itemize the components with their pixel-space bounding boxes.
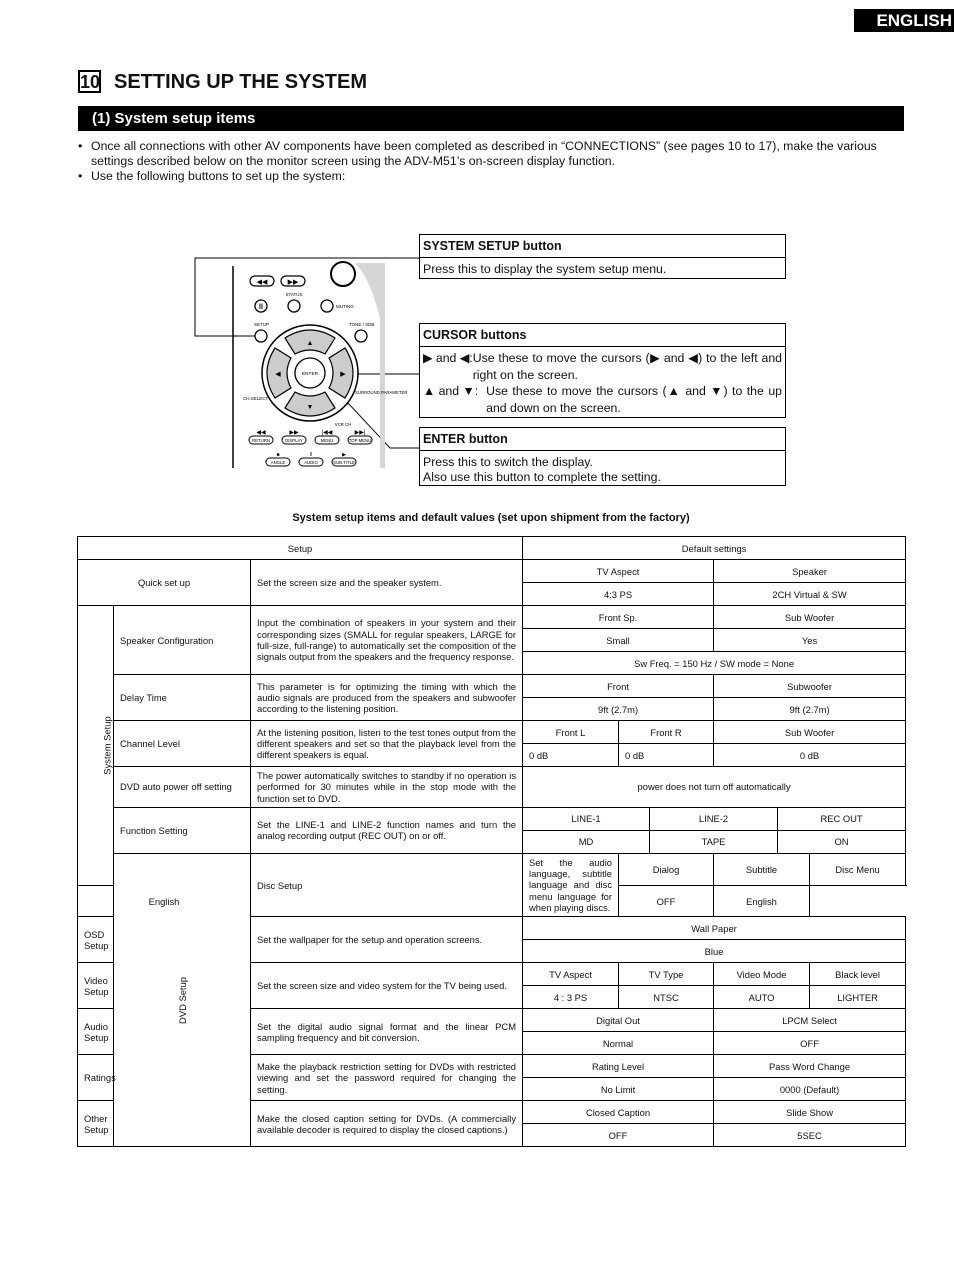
default-header: Digital Out [523, 1009, 714, 1032]
default-value: No Limit [523, 1078, 714, 1101]
default-value: OFF [714, 1032, 906, 1055]
default-header: LPCM Select [714, 1009, 906, 1032]
angle-label: ANGLE [270, 460, 286, 465]
svg-text:▶: ▶ [342, 452, 346, 458]
default-value: LIGHTER [810, 986, 906, 1009]
default-value: MD [523, 830, 650, 853]
osd-setup-name: OSD Setup [78, 917, 114, 963]
muting-label: MUTING [336, 304, 354, 309]
tone-sdb-button[interactable] [355, 330, 367, 342]
setup-items-table [77, 536, 906, 1147]
table-header-row [78, 537, 906, 560]
top-menu-label: TOP MENU [348, 438, 372, 443]
system-setup-group-label: System Setup [101, 716, 113, 775]
setup-label: SETUP [254, 322, 270, 327]
enter-callout-line1: Press this to switch the display. [423, 455, 593, 469]
cursor-callout-title: CURSOR buttons [420, 324, 785, 347]
other-setup-name: Other Setup [78, 1101, 114, 1147]
left-right-keys: ▶ and ◀: [423, 351, 473, 365]
cursor-callout [419, 323, 786, 418]
default-header: REC OUT [778, 807, 906, 830]
default-header: Black level [810, 963, 906, 986]
status-label: STATUS [285, 292, 303, 297]
bullet-item: • Use the following buttons to set up the system: [78, 169, 906, 184]
muting-button[interactable] [321, 300, 333, 312]
svg-text:|◀◀: |◀◀ [321, 430, 333, 436]
section-title: SETTING UP THE SYSTEM [114, 71, 367, 93]
default-header: TV Aspect [523, 560, 714, 583]
table-row [78, 606, 906, 629]
sub-title-label: SUB TITLE [333, 460, 355, 465]
default-value: 4:3 PS [523, 583, 714, 606]
other-setup-desc: Make the closed caption setting for DVDs. (A commercially available decoder is required to display the closed captions.) [251, 1101, 523, 1147]
default-value: AUTO [714, 986, 810, 1009]
function-setting-name: Function Setting [114, 807, 251, 853]
default-header: Front L [523, 721, 619, 744]
video-setup-desc: Set the screen size and video system for the TV being used. [251, 963, 523, 1009]
default-value: English [714, 885, 810, 917]
default-value: OFF [523, 1124, 714, 1147]
default-header: Front R [619, 721, 714, 744]
default-header: Pass Word Change [714, 1055, 906, 1078]
default-value: 4 : 3 PS [523, 986, 619, 1009]
default-header: TV Type [619, 963, 714, 986]
up-down-text: Use these to move the cursors (▲ and ▼) to the up and down on the screen. [486, 384, 782, 415]
default-value: TAPE [650, 830, 778, 853]
vcr-ch-label: VCR CH [334, 422, 352, 427]
default-value: power does not turn off automatically [523, 767, 906, 808]
channel-level-name: Channel Level [114, 721, 251, 767]
default-header: Rating Level [523, 1055, 714, 1078]
default-header: Front [523, 675, 714, 698]
delay-time-desc: This parameter is for optimizing the timing with which the audio signals are produced from the speakers and subwoofer according to the listening position. [251, 675, 523, 721]
remote-control-illustration [195, 258, 425, 473]
left-right-text: Use these to move the cursors (▶ and ◀) to the left and right on the screen. [472, 351, 782, 382]
default-value: Normal [523, 1032, 714, 1055]
ratings-desc: Make the playback restriction setting for DVDs with restricted viewing and set the password required for changing the setting. [251, 1055, 523, 1101]
system-setup-callout-text: Press this to display the system setup menu. [423, 262, 667, 276]
subsection-title: (1) System setup items [78, 106, 904, 131]
quick-setup-desc: Set the screen size and the speaker system. [251, 560, 523, 606]
default-value: Yes [714, 629, 906, 652]
system-setup-callout-title: SYSTEM SETUP button [420, 235, 785, 258]
osd-setup-desc: Set the wallpaper for the setup and operation screens. [251, 917, 523, 963]
default-header: Wall Paper [523, 917, 906, 940]
default-header: TV Aspect [523, 963, 619, 986]
audio-setup-desc: Set the digital audio signal format and the linear PCM sampling frequency and bit conversion. [251, 1009, 523, 1055]
section-number: 10 [80, 72, 101, 92]
audio-setup-name: Audio Setup [78, 1009, 114, 1055]
default-value: Sw Freq. = 150 Hz / SW mode = None [523, 652, 906, 675]
up-down-keys: ▲ and ▼: [423, 384, 479, 398]
default-value: Small [523, 629, 714, 652]
svg-text:▶▶|: ▶▶| [354, 430, 366, 436]
bullet-item: • Once all connections with other AV components have been completed as described in “CONNECTIONS” (see pages 10 to 17), make the various settings described below on the monitor screen using the ADV-M51’s on-screen display function. [78, 139, 906, 169]
display-label: DISPLAY [285, 438, 303, 443]
default-header: Front Sp. [523, 606, 714, 629]
svg-text:ll: ll [259, 304, 263, 311]
disc-setup-name: Disc Setup [251, 853, 523, 916]
default-value: 9ft (2.7m) [714, 698, 906, 721]
svg-text:◀◀: ◀◀ [256, 430, 266, 436]
menu-label: MENU [320, 438, 334, 443]
system-setup-group [78, 606, 114, 886]
cursor-up-down-row [423, 383, 782, 416]
default-value: 9ft (2.7m) [523, 698, 714, 721]
default-value: 5SEC [714, 1124, 906, 1147]
default-header: Subwoofer [714, 675, 906, 698]
speaker-config-desc: Input the combination of speakers in your system and their corresponding sizes (SMALL for regular speakers, LARGE for full-size, full-range) to automatically set the composition of the signals output from the speakers and the frequency response. [251, 606, 523, 675]
default-header: Disc Menu [810, 853, 906, 885]
channel-level-desc: At the listening position, listen to the test tones output from the different speakers and set so that the playback level from the different speakers is equal. [251, 721, 523, 767]
dvd-power-desc: The power automatically switches to standby if no operation is performed for 30 minutes while in the stop mode with the function set to DVD. [251, 767, 523, 808]
table-row [78, 807, 906, 830]
default-header: Sub Woofer [714, 721, 906, 744]
status-button[interactable] [288, 300, 300, 312]
table-row [78, 675, 906, 698]
svg-text:▶: ▶ [340, 371, 346, 378]
table-row [78, 853, 906, 885]
table-row [78, 560, 906, 583]
speaker-config-name: Speaker Configuration [114, 606, 251, 675]
svg-text:▶▶: ▶▶ [289, 430, 299, 436]
svg-text:ll: ll [309, 452, 313, 458]
video-setup-name: Video Setup [78, 963, 114, 1009]
enter-callout [419, 427, 786, 486]
default-header: Video Mode [714, 963, 810, 986]
language-tab: ENGLISH [854, 9, 954, 32]
default-header: Dialog [619, 853, 714, 885]
delay-time-name: Delay Time [114, 675, 251, 721]
system-setup-button[interactable] [255, 330, 267, 342]
default-header: Subtitle [714, 853, 810, 885]
enter-callout-title: ENTER button [420, 428, 785, 451]
table-row [78, 721, 906, 744]
dvd-setup-group-label: DVD Setup [176, 976, 188, 1024]
tone-sdb-label: TONE / SDB [349, 322, 375, 327]
default-value: NTSC [619, 986, 714, 1009]
default-value: 0 dB [619, 744, 714, 767]
svg-text:◀: ◀ [275, 371, 281, 378]
dvd-power-name: DVD auto power off setting [114, 767, 251, 808]
default-header: LINE-2 [650, 807, 778, 830]
system-setup-callout [419, 234, 786, 279]
default-value: 2CH Virtual & SW [714, 583, 906, 606]
enter-label: ENTER [301, 372, 319, 377]
intro-bullets [78, 139, 906, 184]
default-header: Sub Woofer [714, 606, 906, 629]
default-header: LINE-1 [523, 807, 650, 830]
default-value: English [78, 885, 251, 917]
svg-text:▶▶: ▶▶ [287, 278, 299, 286]
svg-text:▲: ▲ [306, 340, 314, 347]
ch-select-label: CH.SELECT [243, 396, 269, 401]
return-label: RETURN [252, 438, 270, 443]
default-header: Closed Caption [523, 1101, 714, 1124]
cursor-left-right-row [423, 350, 782, 383]
svg-text:▼: ▼ [306, 404, 314, 411]
default-value: ON [778, 830, 906, 853]
surround-parameter-label: SURROUND PARAMETER [355, 390, 408, 395]
volume-knob-icon [331, 262, 355, 286]
svg-text:◀◀: ◀◀ [256, 278, 268, 286]
default-header: Speaker [714, 560, 906, 583]
table-caption: System setup items and default values (set upon shipment from the factory) [292, 512, 690, 524]
svg-text:■: ■ [276, 452, 280, 458]
default-value: Blue [523, 940, 906, 963]
audio-label: AUDIO [304, 460, 318, 465]
default-value: OFF [619, 885, 714, 917]
default-value: 0 dB [714, 744, 906, 767]
enter-callout-line2: Also use this button to complete the setting. [423, 470, 661, 484]
default-value: 0000 (Default) [714, 1078, 906, 1101]
quick-setup-name: Quick set up [78, 560, 251, 606]
function-setting-desc: Set the LINE-1 and LINE-2 function names and turn the analog recording output (REC OUT) on or off. [251, 807, 523, 853]
header-defaults: Default settings [523, 537, 906, 560]
default-value: 0 dB [523, 744, 619, 767]
header-setup: Setup [78, 537, 523, 560]
disc-setup-desc: Set the audio language, subtitle language and disc menu language for when playing discs. [523, 853, 619, 916]
default-header: Slide Show [714, 1101, 906, 1124]
ratings-name: Ratings [78, 1055, 114, 1101]
